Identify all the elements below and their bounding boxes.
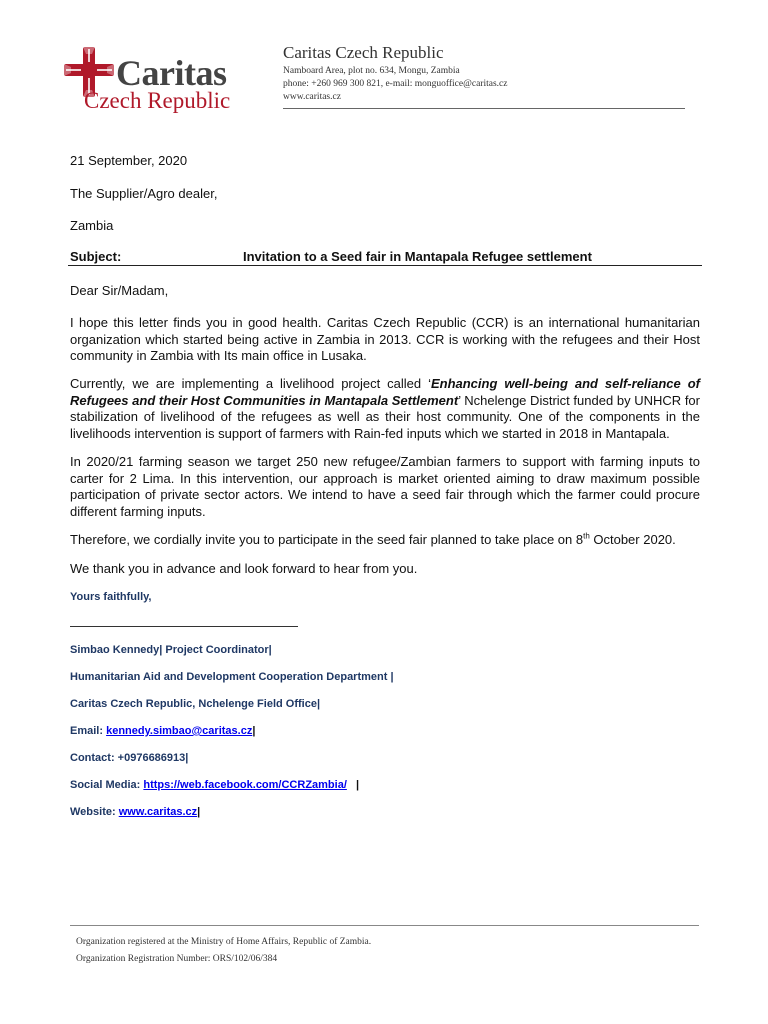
letter-recipient: The Supplier/Agro dealer, [70, 186, 218, 201]
logo-name: Caritas [116, 53, 227, 93]
contact-label: Contact: [70, 752, 115, 764]
website-link[interactable]: www.caritas.cz [118, 806, 198, 818]
letter-recipient-country: Zambia [70, 218, 114, 233]
header-divider [283, 108, 685, 109]
social-media-link[interactable]: https://web.facebook.com/CCRZambia/ [143, 779, 347, 791]
closing: Yours faithfully, [70, 591, 152, 603]
footer-registration-number: Organization Registration Number: ORS/102/06/384 [76, 954, 278, 964]
header-website: www.caritas.cz [283, 92, 341, 102]
signature-contact-row [70, 751, 188, 765]
paragraph-project-post: ’ Nchelenge District funded by UNHCR for stabilization of livelihood of the refugees as well as their host community. One of the components in the livelihoods intervention is support of farmers with Rain-fed inputs which we started in 2018 in Mantapala. [70, 392, 700, 441]
paragraph-project-pre: Currently, we are implementing a livelihood project called ‘ [70, 376, 431, 391]
social-label: Social Media: [70, 779, 141, 791]
paragraph-invitation [70, 532, 676, 548]
header-contact: phone: +260 969 300 821, e-mail: monguoffice@caritas.cz [283, 79, 508, 89]
email-label: Email: [70, 725, 104, 737]
contact-number: +0976686913| [117, 752, 189, 764]
paragraph-thanks: We thank you in advance and look forward to hear from you. [70, 561, 418, 576]
invitation-post: October 2020. [589, 532, 676, 547]
salutation: Dear Sir/Madam, [70, 283, 169, 298]
header-org-name: Caritas Czech Republic [283, 43, 444, 62]
email-separator: | [252, 725, 256, 737]
header-address: Namboard Area, plot no. 634, Mongu, Zambia [283, 66, 460, 76]
signature-social-row [70, 778, 359, 792]
project-title-emphasis: Enhancing well-being and self-reliance of Refugees and their Host Communities in Mantapala Settlement [70, 376, 700, 408]
subject-divider [68, 265, 702, 266]
website-label: Website: [70, 806, 116, 818]
signature-line [70, 626, 298, 627]
subject-label: Subject: [70, 249, 122, 264]
paragraph-project [70, 376, 700, 442]
paragraph-intro: I hope this letter finds you in good health. Caritas Czech Republic (CCR) is an international humanitarian organization which started being active in Zambia in 2013. CCR is working with the refugees and their Host community in Zambia with Its main office in Lusaka. [70, 315, 700, 363]
footer-registration: Organization registered at the Ministry of Home Affairs, Republic of Zambia. [76, 937, 372, 947]
invitation-ordinal: th [583, 531, 590, 541]
signature-department: Humanitarian Aid and Development Cooperation Department | [70, 671, 394, 683]
invitation-pre: Therefore, we cordially invite you to participate in the seed fair planned to take place on 8 [70, 532, 584, 547]
social-separator: | [355, 779, 360, 791]
paragraph-season: In 2020/21 farming season we target 250 new refugee/Zambian farmers to support with farming inputs to carter for 2 Lima. In this intervention, our approach is market oriented aiming to draw maximum possible participation of private sector actors. We intend to have a seed fair through which the farmer could procure different farming inputs. [70, 454, 700, 519]
signature-office: Caritas Czech Republic, Nchelenge Field Office| [70, 698, 321, 710]
signature-name-title: Simbao Kennedy| Project Coordinator| [70, 644, 272, 656]
subject-row [70, 249, 701, 265]
footer-divider [70, 925, 699, 926]
signature-website-row [70, 805, 200, 819]
email-link[interactable]: kennedy.simbao@caritas.cz [106, 725, 253, 737]
signature-email-row [70, 724, 255, 738]
logo-country: Czech Republic [84, 88, 231, 113]
subject-text: Invitation to a Seed fair in Mantapala Refugee settlement [243, 249, 592, 264]
letter-date: 21 September, 2020 [70, 153, 188, 168]
website-separator: | [197, 806, 201, 818]
